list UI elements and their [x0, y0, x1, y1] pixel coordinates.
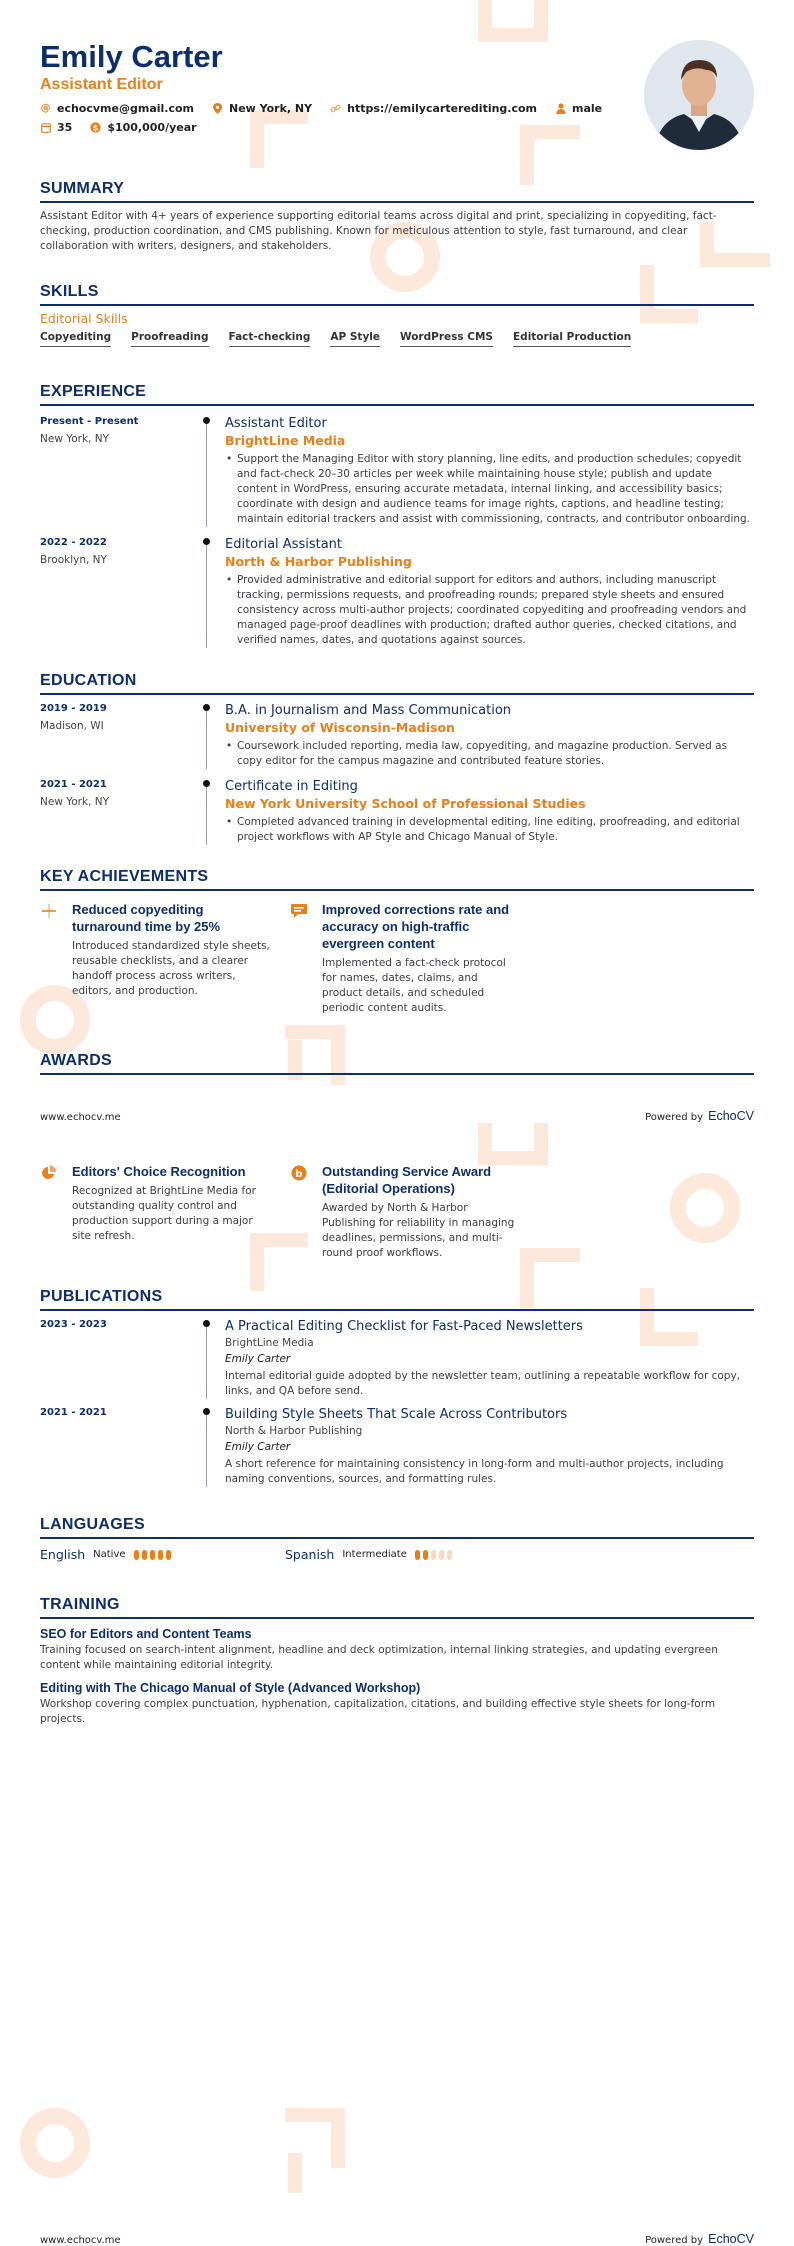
deco-corner-shape [478, 1123, 548, 1165]
candidate-role: Assistant Editor [40, 76, 163, 93]
award-title: Outstanding Service Award (Editorial Operations) [322, 1164, 492, 1196]
award-item [290, 1163, 520, 1261]
entry-location: Madison, WI [40, 720, 104, 732]
sparkle-icon [40, 903, 58, 921]
awards-section [40, 1163, 754, 1261]
rating-pip [431, 1550, 436, 1560]
achievement-description: Introduced standardized style sheets, reusable checklists, and a clearer handoff process across writers, editors, and production. [72, 940, 270, 997]
skill-tag: WordPress CMS [400, 331, 493, 347]
bitcoin-icon [290, 1165, 308, 1183]
svg-text:$: $ [93, 123, 99, 133]
powered-by-text: Powered by [645, 2235, 704, 2246]
timeline-dot [203, 417, 210, 424]
award-title: Editors' Choice Recognition [72, 1164, 246, 1179]
entry-bullet: • Coursework included reporting, media law, copyediting, and magazine production. Served as copy editor for the campus magazine and contributed feature stories. [225, 739, 754, 769]
website-text: https://emilycarterediting.com [347, 102, 538, 115]
entry-location: New York, NY [40, 796, 110, 808]
rating-pip [150, 1550, 155, 1560]
publication-description: Internal editorial guide adopted by the newsletter team, outlining a repeatable workflow for copy, links, and QA before send. [225, 1370, 741, 1397]
achievements-section [40, 868, 754, 1016]
language-rating [134, 1550, 171, 1560]
publication-description: A short reference for maintaining consistency in long-form and multi-author projects, including naming conventions, sources, and formatting rules. [225, 1458, 724, 1485]
language-level: Intermediate [342, 1549, 407, 1560]
achievement-item [40, 901, 270, 1016]
rating-pip [439, 1550, 444, 1560]
at-sign-icon: @ [40, 103, 51, 114]
award-description: Recognized at BrightLine Media for outstanding quality control and production support during a major site refresh. [72, 1185, 256, 1242]
contact-website[interactable] [330, 102, 537, 115]
summary-text: Assistant Editor with 4+ years of experience supporting editorial teams across digital and print, specializing in copyediting, fact-checking, production coordination, and CMS publishing. Known for meticulous attention to style, fast turnaround, and clear collaboration with writers, designers, and stakeholders. [40, 210, 717, 252]
entry-date: Present - Present [40, 416, 139, 427]
entry-bullet: • Provided administrative and editorial support for editors and authors, including manuscript tracking, permissions requests, and proofreading rounds; prepared style sheets and ensured consistency across multi-author projects; coordinated copyediting and proofreading vendors and managed page-proof deadlines with production; drafted author queries, checked citations, and verified names, dates, and quotations against sources. [225, 573, 754, 648]
timeline-line [206, 1323, 207, 1399]
languages-section [40, 1516, 754, 1562]
contact-list [40, 102, 640, 134]
training-item [40, 1681, 754, 1727]
language-item [40, 1547, 285, 1562]
skill-tag: Fact-checking [229, 331, 311, 347]
training-title: Editing with The Chicago Manual of Style (Advanced Workshop) [40, 1681, 421, 1695]
section-title-languages: LANGUAGES [40, 1516, 754, 1539]
timeline-line [206, 707, 207, 769]
brand-logo: EchoCV [708, 1109, 754, 1123]
deco-corner-shape [520, 125, 580, 185]
dollar-coin-icon [90, 122, 101, 133]
entry-title: B.A. in Journalism and Mass Communication [225, 703, 512, 718]
deco-corner-shape [478, 0, 548, 42]
publication-author: Emily Carter [225, 1353, 291, 1365]
person-icon [555, 103, 566, 114]
page-footer [40, 2228, 754, 2246]
contact-salary [90, 121, 196, 134]
achievement-description: Implemented a fact-check protocol for names, dates, claims, and product details, and scheduled periodic content audits. [322, 957, 506, 1014]
timeline-dot [203, 780, 210, 787]
language-item [285, 1547, 530, 1562]
skill-tag: Proofreading [131, 331, 208, 347]
publication-title: Building Style Sheets That Scale Across Contributors [225, 1407, 568, 1422]
rating-pip [134, 1550, 139, 1560]
language-name: Spanish [285, 1547, 335, 1562]
skills-section [40, 283, 754, 347]
section-title-training: TRAINING [40, 1596, 754, 1619]
training-title: SEO for Editors and Content Teams [40, 1627, 252, 1641]
section-title-publications: PUBLICATIONS [40, 1288, 754, 1311]
publication-entry [40, 1407, 754, 1487]
skill-tag: Editorial Production [513, 331, 631, 347]
footer-url[interactable]: www.echocv.me [40, 2235, 121, 2246]
language-name: English [40, 1547, 86, 1562]
training-section [40, 1596, 754, 1727]
awards-section-heading [40, 1052, 754, 1075]
powered-by-text: Powered by [645, 1112, 704, 1123]
publication-title: A Practical Editing Checklist for Fast-Paced Newsletters [225, 1319, 583, 1334]
award-item [40, 1163, 270, 1261]
timeline-dot [203, 704, 210, 711]
entry-date: 2021 - 2021 [40, 779, 107, 790]
section-title-experience: EXPERIENCE [40, 383, 754, 406]
timeline-line [206, 1411, 207, 1487]
timeline-dot [203, 1408, 210, 1415]
experience-section [40, 383, 754, 648]
page-footer [40, 1105, 754, 1123]
contact-gender [555, 102, 602, 115]
skill-tag: Copyediting [40, 331, 111, 347]
entry-title: Editorial Assistant [225, 537, 343, 552]
entry-date: 2023 - 2023 [40, 1319, 107, 1330]
entry-date: 2021 - 2021 [40, 1407, 107, 1418]
entry-location: New York, NY [40, 433, 110, 445]
salary-text: $100,000/year [107, 121, 197, 134]
entry-organization: North & Harbor Publishing [225, 554, 412, 569]
rating-pip [447, 1550, 452, 1560]
award-description: Awarded by North & Harbor Publishing for reliability in managing deadlines, permissions, and multi-round proof workflows. [322, 1202, 515, 1259]
skills-group-title: Editorial Skills [40, 311, 128, 326]
pie-chart-icon [40, 1165, 58, 1183]
summary-section [40, 180, 754, 254]
gender-text: male [572, 102, 603, 115]
entry-bullet: • Support the Managing Editor with story planning, line edits, and production schedules; copyedit and fact-check 20–30 articles per week while maintaining house style; publish and update content in WordPress, ensuring accurate metadata, internal linking, and accessibility basics; coordinate with design and audience teams for image rights, captions, and headline testing; maintain editorial trackers and assist with commissioning, contracts, and contributor onboarding. [225, 452, 754, 527]
timeline-dot [203, 538, 210, 545]
experience-entry [40, 416, 754, 527]
entry-title: Assistant Editor [225, 416, 327, 431]
section-title-education: EDUCATION [40, 672, 754, 695]
entry-organization: University of Wisconsin-Madison [225, 720, 455, 735]
training-description: Training focused on search-intent alignment, headline and deck optimization, internal linking strategies, and updating evergreen content while maintaining editorial integrity. [40, 1644, 718, 1671]
candidate-name: Emily Carter [40, 39, 223, 74]
language-rating [415, 1550, 452, 1560]
entry-organization: BrightLine Media [225, 433, 346, 448]
skill-tag: AP Style [330, 331, 380, 347]
brand-logo: EchoCV [708, 2232, 754, 2246]
contact-age [40, 121, 72, 134]
achievement-title: Improved corrections rate and accuracy on high-traffic evergreen content [322, 902, 510, 951]
language-level: Native [93, 1549, 126, 1560]
entry-bullet: • Completed advanced training in developmental editing, line editing, proofreading, and editorial project workflows with AP Style and Chicago Manual of Style. [225, 815, 754, 845]
map-pin-icon [212, 103, 223, 114]
timeline-dot [203, 1320, 210, 1327]
rating-pip [166, 1550, 171, 1560]
svg-text:b: b [295, 1169, 303, 1180]
entry-date: 2022 - 2022 [40, 537, 107, 548]
rating-pip [158, 1550, 163, 1560]
entry-date: 2019 - 2019 [40, 703, 107, 714]
comment-icon [290, 903, 308, 921]
publication-author: Emily Carter [225, 1441, 291, 1453]
section-title-summary: SUMMARY [40, 180, 754, 203]
rating-pip [142, 1550, 147, 1560]
publication-publisher: North & Harbor Publishing [225, 1425, 363, 1437]
timeline-line [206, 541, 207, 648]
deco-bar-shape [288, 2153, 302, 2193]
education-entry [40, 779, 754, 845]
calendar-icon [40, 122, 51, 133]
location-text: New York, NY [229, 102, 313, 115]
resume-page-2 [0, 1123, 794, 2246]
achievement-item [290, 901, 520, 1016]
education-entry [40, 703, 754, 769]
publication-publisher: BrightLine Media [225, 1337, 314, 1349]
entry-title: Certificate in Editing [225, 779, 358, 794]
section-title-achievements: KEY ACHIEVEMENTS [40, 868, 754, 891]
experience-entry [40, 537, 754, 648]
training-item [40, 1627, 754, 1673]
profile-photo [644, 40, 754, 150]
entry-organization: New York University School of Professional Studies [225, 796, 586, 811]
age-text: 35 [57, 121, 73, 134]
email-text: echocvme@gmail.com [57, 102, 195, 115]
training-description: Workshop covering complex punctuation, hyphenation, capitalization, citations, and building effective style sheets for long-form projects. [40, 1698, 716, 1725]
skills-list [40, 331, 754, 347]
timeline-line [206, 420, 207, 527]
publication-entry [40, 1319, 754, 1399]
rating-pip [415, 1550, 420, 1560]
rating-pip [423, 1550, 428, 1560]
section-title-skills: SKILLS [40, 283, 754, 306]
link-icon [330, 103, 341, 114]
publications-section [40, 1288, 754, 1487]
contact-email[interactable] [40, 102, 194, 115]
section-title-awards: AWARDS [40, 1052, 754, 1075]
achievement-title: Reduced copyediting turnaround time by 25% [72, 902, 221, 934]
deco-ring-shape [20, 2108, 90, 2178]
education-section [40, 672, 754, 845]
timeline-line [206, 783, 207, 845]
contact-location [212, 102, 312, 115]
footer-url[interactable]: www.echocv.me [40, 1112, 121, 1123]
entry-location: Brooklyn, NY [40, 554, 107, 566]
